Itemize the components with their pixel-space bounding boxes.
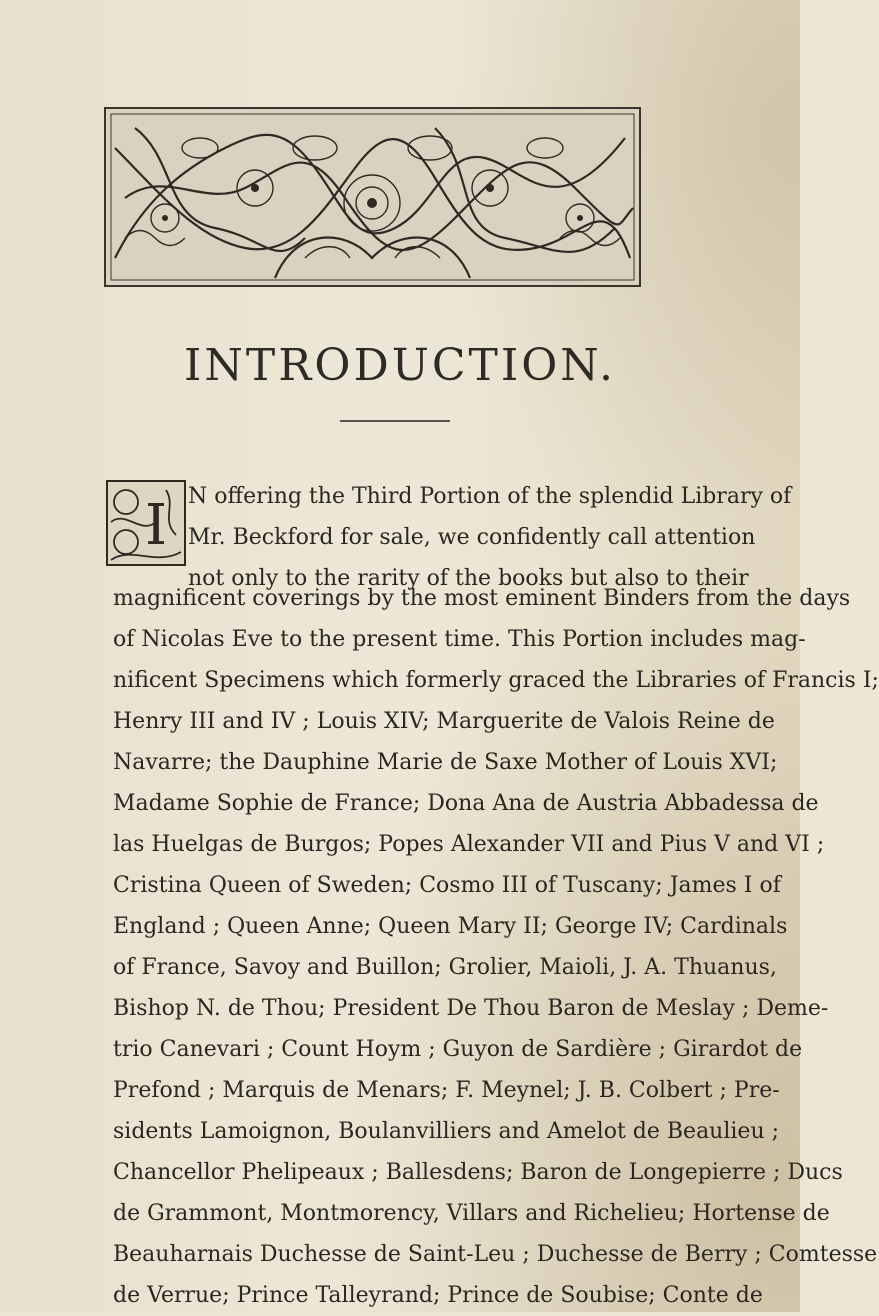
text-line: nificent Specimens which formerly graced the Libraries of Francis I; <box>113 668 879 693</box>
floral-ornament-icon <box>105 108 640 286</box>
text-line: Henry III and IV ; Louis XIV; Marguerite de Valois Reine de <box>113 709 775 734</box>
text-line: England ; Queen Anne; Queen Mary II; George IV; Cardinals <box>113 914 788 939</box>
text-line: of France, Savoy and Buillon; Grolier, Maioli, J. A. Thuanus, <box>113 955 777 980</box>
text-line: de Verrue; Prince Talleyrand; Prince de Soubise; Conte de <box>113 1283 763 1308</box>
ornamental-headpiece <box>105 108 640 286</box>
text-line: magnificent coverings by the most eminent Binders from the days <box>113 586 851 611</box>
text-line: N offering the Third Portion of the splendid Library of <box>188 484 792 509</box>
drop-cap-letter: I <box>144 493 168 558</box>
title-divider <box>340 420 450 422</box>
text-line: Chancellor Phelipeaux ; Ballesdens; Baron de Longepierre ; Ducs <box>113 1160 843 1185</box>
text-line: las Huelgas de Burgos; Popes Alexander VII and Pius V and VI ; <box>113 832 825 857</box>
text-line: trio Canevari ; Count Hoym ; Guyon de Sardière ; Girardot de <box>113 1037 803 1062</box>
drop-cap <box>106 480 186 566</box>
text-line: Beauharnais Duchesse de Saint-Leu ; Duchesse de Berry ; Comtesse <box>113 1242 878 1267</box>
text-line: Bishop N. de Thou; President De Thou Baron de Meslay ; Deme- <box>113 996 829 1021</box>
page-title: INTRODUCTION. <box>184 340 616 391</box>
text-line: Navarre; the Dauphine Marie de Saxe Mother of Louis XVI; <box>113 750 778 775</box>
text-line: Mr. Beckford for sale, we confidently call attention <box>188 525 756 550</box>
text-line: Prefond ; Marquis de Menars; F. Meynel; J. B. Colbert ; Pre- <box>113 1078 780 1103</box>
text-line: not only to the rarity of the books but also to their <box>188 566 749 591</box>
text-line: of Nicolas Eve to the present time. This Portion includes mag- <box>113 627 806 652</box>
text-line: sidents Lamoignon, Boulanvilliers and Amelot de Beaulieu ; <box>113 1119 780 1144</box>
text-line: Cristina Queen of Sweden; Cosmo III of Tuscany; James I of <box>113 873 781 898</box>
drop-cap-ornament-icon <box>106 480 186 566</box>
text-line: de Grammont, Montmorency, Villars and Richelieu; Hortense de <box>113 1201 830 1226</box>
text-line: Madame Sophie de France; Dona Ana de Austria Abbadessa de <box>113 791 819 816</box>
